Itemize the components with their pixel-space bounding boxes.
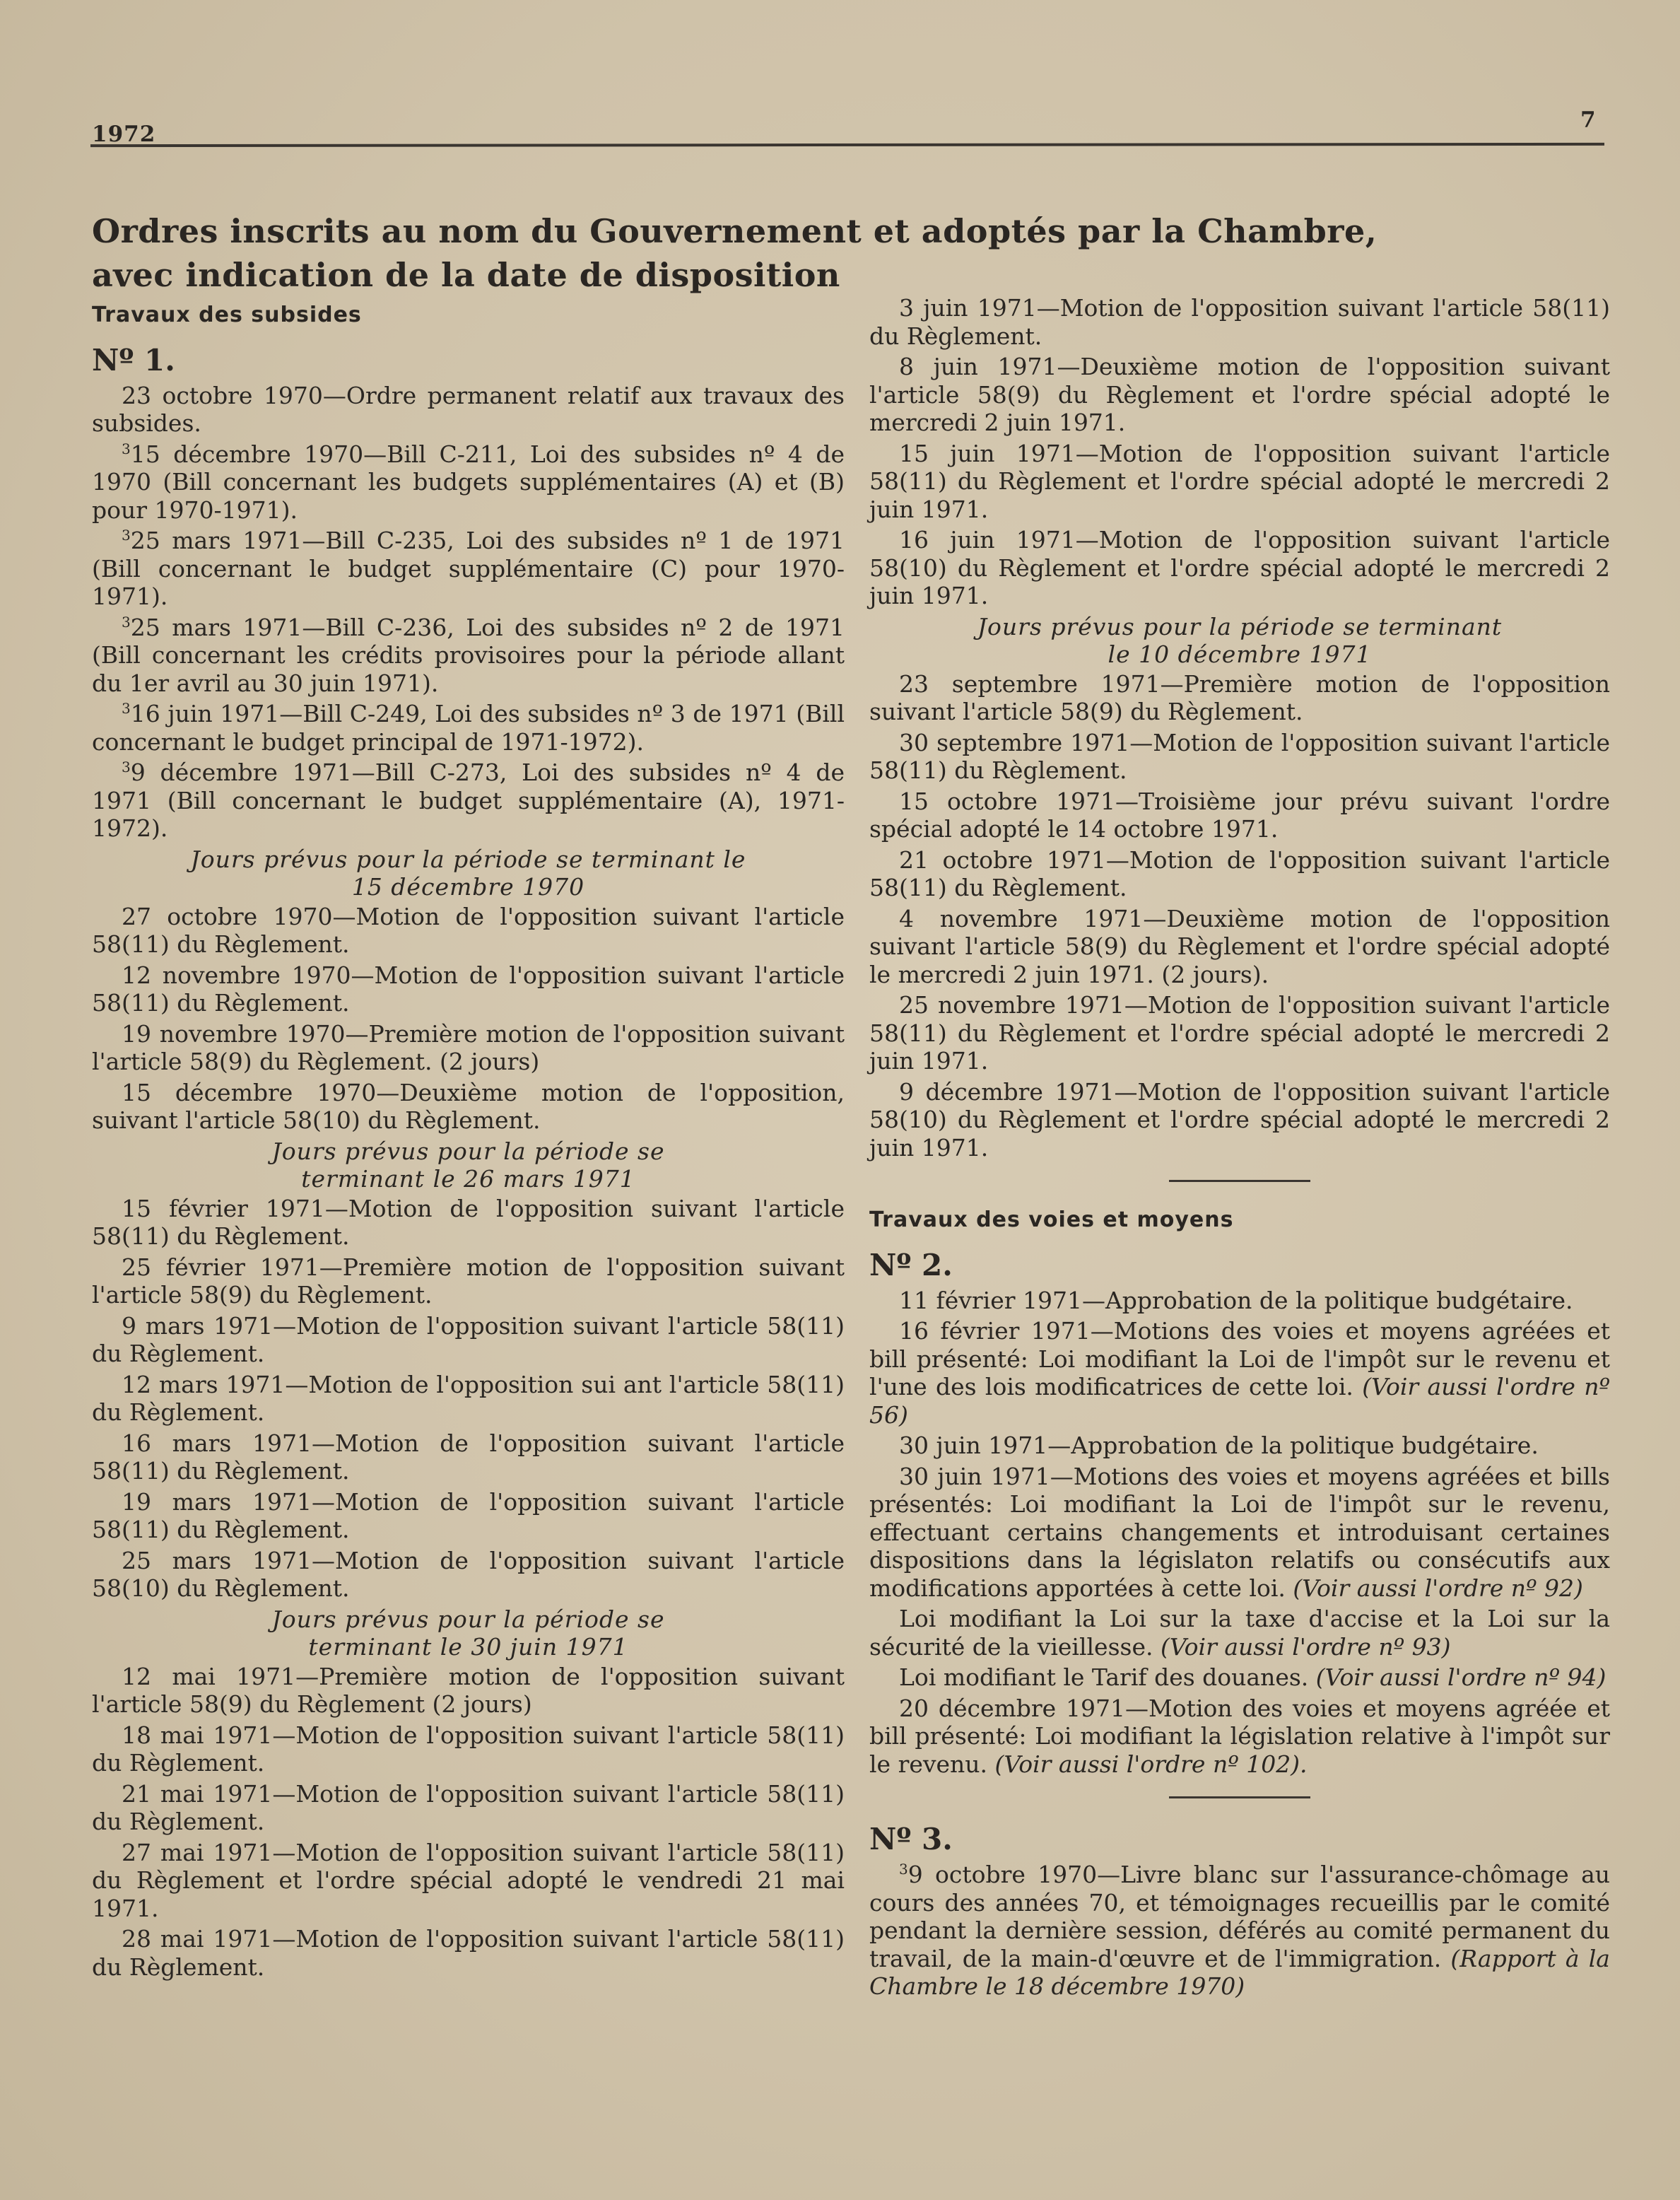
entry: 27 mai 1971—Motion de l'opposition suivant l'article 58(11) du Règlement et l'ordre spécial adopté le vendredi 21 mai 1971. [92,1838,845,1922]
entry: 25 février 1971—Première motion de l'opposition suivant l'article 58(9) du Règlement. [92,1253,845,1309]
entry: 18 mai 1971—Motion de l'opposition suivant l'article 58(11) du Règlement. [92,1721,845,1777]
entry: 15 octobre 1971—Troisième jour prévu suivant l'ordre spécial adopté le 14 octobre 1971. [869,787,1610,843]
header-rule [90,143,1604,147]
entry: 8 juin 1971—Deuxième motion de l'opposition suivant l'article 58(9) du Règlement et l'ordre spécial adopté le mercredi 2 juin 1971. [869,353,1610,436]
entry-text: 20 décembre 1971—Motion des voies et moyens agréée et bill présenté: Loi modifiant la législation relative à l'impôt sur le revenu. [869,1694,1610,1778]
entry-text: 25 mars 1971—Bill C-235, Loi des subsides nº 1 de 1971 (Bill concernant le budget supplémentaire (C) pour 1970-1971). [92,527,845,610]
right-column [869,294,1610,2003]
entry: 12 mai 1971—Première motion de l'opposition suivant l'article 58(9) du Règlement (2 jours) [92,1662,845,1718]
entry: 28 mai 1971—Motion de l'opposition suivant l'article 58(11) du Règlement. [92,1925,845,1981]
subheading-line: terminant le 30 juin 1971 [308,1633,628,1661]
period-subheading [92,1137,845,1193]
entry-text: 30 juin 1971—Motions des voies et moyens agréées et bills présentés: Loi modifiant la Loi de l'impôt sur le revenu, effectuant certains changements et introduisant certaines dispositions dans la législaton relatifs ou consécutifs aux modifications apportées à cette loi. [869,1462,1610,1602]
entry: 19 mars 1971—Motion de l'opposition suivant l'article 58(11) du Règlement. [92,1487,845,1543]
entry [92,759,845,843]
footnote-mark: 3 [122,527,131,544]
subheading-line: le 10 décembre 1971 [1108,640,1372,668]
footnote-mark: 3 [122,759,131,776]
footnote-mark: 3 [122,613,131,631]
entry: 19 novembre 1970—Première motion de l'opposition suivant l'article 58(9) du Règlement. (2 jours) [92,1019,845,1075]
subheading-line: 15 décembre 1970 [351,873,585,901]
entry [92,700,845,756]
entry-text: 25 mars 1971—Bill C-236, Loi des subsides nº 2 de 1971 (Bill concernant les crédits provisoires pour la période allant du 1er avril au 30 juin 1971). [92,613,845,697]
entry [92,440,845,525]
order-number-2: Nº 2. [869,1247,953,1282]
entry: 16 juin 1971—Motion de l'opposition suivant l'article 58(10) du Règlement et l'ordre spécial adopté le mercredi 2 juin 1971. [869,526,1610,609]
left-column [92,301,845,1984]
footnote-mark: 3 [122,700,131,717]
subheading-line: Jours prévus pour la période se [271,1137,665,1165]
period-subheading [92,1605,845,1661]
entry-text: 9 octobre 1970—Livre blanc sur l'assurance-chômage au cours des années 70, et témoignages recueillis par le comité pendant la dernière session, déférés au comité permanent du travail, de la main-d'œuvre et de l'immigration. [869,1861,1610,1972]
subheading-line: Jours prévus pour la période se terminant [977,612,1503,640]
header-page-number: 7 [1580,107,1596,133]
entry [869,1432,1610,1460]
entry [869,1663,1610,1692]
entry [92,614,845,698]
entry: 25 mars 1971—Motion de l'opposition suivant l'article 58(10) du Règlement. [92,1546,845,1602]
subheading-line: Jours prévus pour la période se [271,1605,665,1633]
entry: 23 septembre 1971—Première motion de l'opposition suivant l'article 58(9) du Règlement. [869,669,1610,725]
subheading-line: terminant le 26 mars 1971 [301,1165,635,1193]
section-heading-subsides: Travaux des subsides [92,303,362,327]
entry: 21 octobre 1971—Motion de l'opposition suivant l'article 58(11) du Règlement. [869,846,1610,901]
entry-text: 23 octobre 1970—Ordre permanent relatif aux travaux des subsides. [92,381,845,437]
entry: 3 juin 1971—Motion de l'opposition suivant l'article 58(11) du Règlement. [869,294,1610,350]
page-title-line-1: Ordres inscrits au nom du Gouvernement et adoptés par la Chambre, [92,212,1378,250]
footnote-mark: 3 [899,1861,908,1878]
subheading-line: Jours prévus pour la période se terminant le [190,845,746,873]
footnote-mark: 3 [122,440,131,457]
entry: 30 septembre 1971—Motion de l'opposition suivant l'article 58(11) du Règlement. [869,728,1610,784]
entry-text: 9 décembre 1971—Bill C-273, Loi des subsides nº 4 de 1971 (Bill concernant le budget supplémentaire (A), 1971-1972). [92,759,845,842]
entry: 15 février 1971—Motion de l'opposition suivant l'article 58(11) du Règlement. [92,1194,845,1250]
entry [869,1605,1610,1661]
see-also-note: (Voir aussi l'ordre nº 56) [869,1373,1610,1429]
entry: 27 octobre 1970—Motion de l'opposition suivant l'article 58(11) du Règlement. [92,902,845,958]
entry-text: 16 juin 1971—Bill C-249, Loi des subsides nº 3 de 1971 (Bill concernant le budget principal de 1971-1972). [92,700,845,756]
header-year: 1972 [92,122,156,147]
section-divider [1169,1180,1310,1182]
see-also-note: (Voir aussi l'ordre nº 94) [1315,1663,1606,1691]
entry [92,527,845,611]
report-note: (Rapport à la Chambre le 18 décembre 1970) [869,1944,1610,2000]
period-subheading [92,846,845,901]
see-also-note: (Voir aussi l'ordre nº 93) [1160,1632,1451,1661]
entry: 9 mars 1971—Motion de l'opposition suivant l'article 58(11) du Règlement. [92,1311,845,1367]
entry: 25 novembre 1971—Motion de l'opposition suivant l'article 58(11) du Règlement et l'ordre spécial adopté le mercredi 2 juin 1971. [869,991,1610,1075]
entry: 21 mai 1971—Motion de l'opposition suivant l'article 58(11) du Règlement. [92,1779,845,1835]
entry-text: Loi modifiant la Loi sur la taxe d'accise et la Loi sur la sécurité de la vieillesse. [869,1605,1610,1661]
entry-text: 30 juin 1971—Approbation de la politique budgétaire. [899,1432,1539,1459]
entry [92,382,845,438]
entry-text: 16 février 1971—Motions des voies et moyens agréées et bill présenté: Loi modifiant la Loi de l'impôt sur le revenu et l'une des lois modificatrices de cette loi. [869,1317,1610,1400]
entry [869,1861,1610,2001]
see-also-note: (Voir aussi l'ordre nº 92) [1293,1574,1583,1602]
page-title [92,209,1611,297]
entry: 15 juin 1971—Motion de l'opposition suivant l'article 58(11) du Règlement et l'ordre spécial adopté le mercredi 2 juin 1971. [869,439,1610,523]
entry: 12 mars 1971—Motion de l'opposition sui ant l'article 58(11) du Règlement. [92,1370,845,1426]
entry: 4 novembre 1971—Deuxième motion de l'opposition suivant l'article 58(9) du Règlement et l'ordre spécial adopté le mercredi 2 juin 1971. (2 jours). [869,904,1610,988]
order-number-3: Nº 3. [869,1822,953,1856]
entry: 15 décembre 1970—Deuxième motion de l'opposition, suivant l'article 58(10) du Règlement. [92,1078,845,1134]
entry-text: Loi modifiant le Tarif des douanes. [899,1663,1309,1691]
entry-text: 11 février 1971—Approbation de la politique budgétaire. [899,1286,1573,1314]
section-heading-voies-et-moyens: Travaux des voies et moyens [869,1207,1234,1232]
entry [869,1695,1610,1779]
entry-text: 15 décembre 1970—Bill C-211, Loi des subsides nº 4 de 1970 (Bill concernant les budgets supplémentaires (A) et (B) pour 1970-1971). [92,440,845,524]
entry [869,1317,1610,1429]
entry: 9 décembre 1971—Motion de l'opposition suivant l'article 58(10) du Règlement et l'ordre spécial adopté le mercredi 2 juin 1971. [869,1077,1610,1162]
order-number-1: Nº 1. [92,342,175,378]
entry [869,1287,1610,1315]
entry [869,1463,1610,1603]
section-divider [1169,1796,1310,1798]
period-subheading [869,613,1610,669]
entry: 12 novembre 1970—Motion de l'opposition suivant l'article 58(11) du Règlement. [92,961,845,1017]
see-also-note: (Voir aussi l'ordre nº 102). [994,1750,1308,1778]
entry: 16 mars 1971—Motion de l'opposition suivant l'article 58(11) du Règlement. [92,1429,845,1485]
page-title-line-2: avec indication de la date de disposition [92,256,840,294]
